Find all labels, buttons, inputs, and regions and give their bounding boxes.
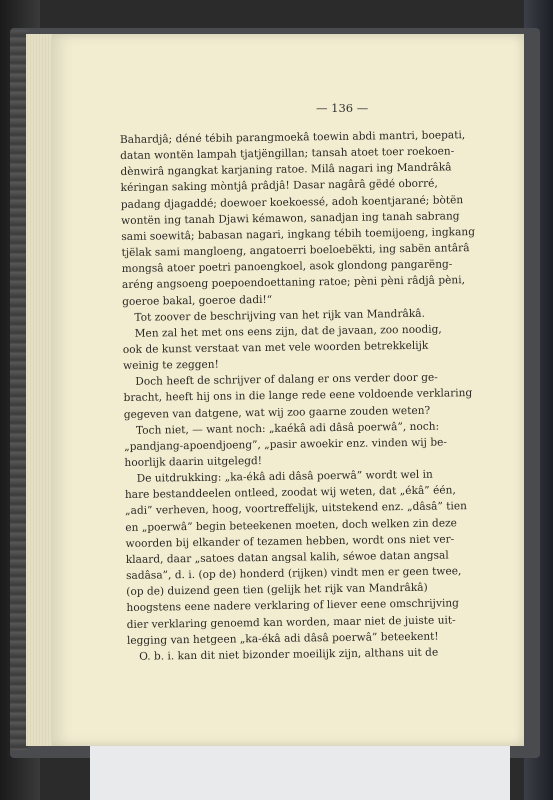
text-line: De uitdrukking: „ka-ékâ adi dâsâ poerwâ” wordt wel in: [136, 468, 433, 485]
text-line: hare bestanddeelen ontleed, zoodat wij weten, dat „ékâ” één,: [124, 484, 456, 502]
text-line: dènwirâ ngangkat karjaning ratoe. Milâ nagari ing Mandrâkâ: [120, 161, 452, 179]
text-line: dier verklaring genoemd kan worden, maar niet de juiste uit-: [126, 613, 456, 631]
text-line: Toch niet, — want noch: „kaékâ adi dâsâ poerwâ”, noch:: [135, 420, 440, 437]
text-line: weinig te zeggen!: [123, 358, 219, 373]
text-line: sadâsa”, d. i. (op de) honderd (rijken) vindt men er geen twee,: [125, 565, 462, 582]
text-line: kéringan saking mòntjâ prâdjâ! Dasar nagârâ gëdé oborré,: [120, 177, 438, 195]
text-line: Doch heeft de schrijver of dalang er ons verder door ge-: [135, 371, 438, 389]
text-line: goeroe bakal, goeroe dadi!“: [122, 293, 273, 308]
text-line: aréng angsoeng poepoendoettaning ratoe; pèni pèni râdjâ pèni,: [121, 274, 466, 292]
text-line: hoorlijk daarin uitgelegd!: [124, 455, 263, 469]
text-line: „pandjang-apoendjoeng”, „pasir awoekir enz. vinden wij be-: [124, 436, 448, 453]
text-line: Bahardjâ; déné tébih parangmoekâ toewin abdi mantri, boepati,: [119, 129, 466, 146]
text-line: Men zal het met ons eens zijn, dat de javaan, zoo noodig,: [134, 323, 442, 340]
text-line: mongsâ atoer poetri panoengkoel, asok glondong pangarëng-: [121, 258, 453, 276]
text-line: padang djagaddé; doewoer koekoessé, adoh koentjarané; bòtën: [120, 193, 464, 211]
text-line: ook de kunst verstaat van met vele woorden betrekkelijk: [122, 339, 429, 356]
text-line: hoogstens eene nadere verklaring of liever eene omschrijving: [126, 597, 459, 615]
text-line: O. b. i. kan dit niet bizonder moeilijk zijn, althans uit de: [139, 646, 439, 663]
page-number: — 136 —: [316, 101, 369, 115]
text-line: Tot zoover de beschrijving van het rijk van Mandrâkâ.: [134, 307, 425, 324]
text-line: legging van hetgeen „ka-ékâ adi dâsâ poerwâ” beteekent!: [126, 630, 439, 647]
text-line: bracht, heeft hij ons in die lange rede eene voldoende verklaring: [123, 387, 473, 405]
text-line: woorden bij elkander of tezamen hebben, wordt ons niet ver-: [125, 533, 455, 550]
text-line: wontën ing tanah Djawi kémawon, sanadjan ing tanah sabrang: [120, 210, 460, 227]
text-line: tjëlak sami mangloeng, angatoerri boeloebëkti, ing sabën antârâ: [121, 242, 470, 260]
text-line: „adi” verheven, hoog, voortreffelijk, uitstekend enz. „dâsâ” tien: [125, 500, 468, 518]
paper-under-book: [90, 746, 510, 800]
text-line: en „poerwâ” begin beteekenen moeten, doch welken zin deze: [125, 516, 457, 534]
text-line: gegeven van datgene, wat wij zoo gaarne zouden weten?: [123, 404, 431, 421]
text-line: klaard, daar „satoes datan angsal kalih, séwoe datan angsal: [125, 549, 449, 566]
text-line: sami soewitâ; babasan nagari, ingkang tébih toemijoeng, ingkang: [121, 225, 476, 243]
text-line: datan wontën lampah tjatjëngillan; tansah atoet toer roekoen-: [120, 145, 455, 163]
text-line: (op de) duizend geen tien (gelijk het rijk van Mandrâkâ): [126, 581, 428, 599]
